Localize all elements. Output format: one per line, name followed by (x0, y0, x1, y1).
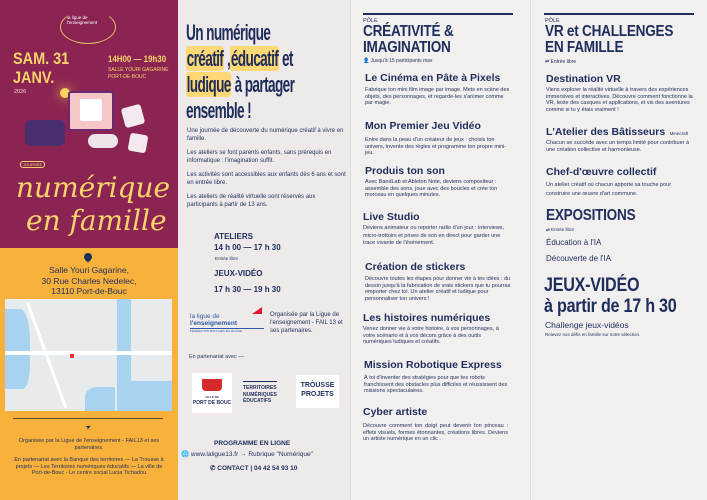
event-time: 14H00 — 19h30 (108, 54, 167, 64)
activity-desc: Venez donner vie à votre histoire, à vos personnages, à votre scénario et à vos décors grâce à des outils numériques ludiques et créatifs. (363, 326, 499, 346)
ateliers-label: ATELIERS (214, 232, 253, 241)
address: Salle Youri Gagarine, 30 Rue Charles Nedelec, 13110 Port-de-Bouc (41, 265, 137, 296)
activity-desc: À toi d'inventer des stratégies pour que tes robots franchissent des obstacles plus difficiles et réussissent des missions spectaculaires. (364, 375, 508, 395)
pole-creativite (350, 0, 530, 500)
paragraph: Les activités sont accessibles aux enfants dès 6 ans et sont en entrée libre. (187, 172, 346, 186)
globe-icon: 🌐 (181, 451, 190, 458)
paragraph: Les ateliers de réalité virtuelle sont réservés aux participants à partir de 13 ans. (187, 194, 316, 208)
activity-desc: Chacun se succède avec un temps limité pour contribuer à une création collective et harmonieuse. (546, 140, 690, 153)
illustration (25, 82, 165, 158)
activity-title: Création de stickers (365, 261, 466, 273)
activity-title: Chef-d'œuvre collectif (546, 166, 657, 178)
activity-desc: Entre dans la peau d'un créateur de jeux : choisis ton univers, invente des règles et programme ton propre mini-jeu. (365, 137, 507, 157)
info-panel (0, 248, 178, 500)
contact-line: ✆ CONTACT | 04 42 54 93 10 (210, 465, 298, 472)
partners-text: En partenariat avec la Banque des territoires — La Trousse à projets — Les Territoires numériques éducatifs — La ville de Port-de-Bouc - Le centre social Lucia Tichadou (14, 457, 164, 477)
activity-title: Mission Robotique Express (364, 359, 502, 371)
activity-title: Cyber artiste (363, 406, 428, 418)
phone-icon: ✆ (210, 465, 216, 472)
pole-vr (530, 0, 707, 500)
activity-title: Les histoires numériques (363, 312, 491, 324)
journee-label: JOURNÉE (20, 161, 45, 168)
poster-panel (0, 0, 178, 248)
entry-note: ⇄ Entrée libre (545, 59, 577, 65)
activity-heading: L'Atelier des Bâtisseurs Minecraft (546, 126, 689, 138)
pole-title: CRÉATIVITÉ & IMAGINATION (363, 23, 454, 56)
ligue-logo (60, 10, 116, 44)
paragraph: Une journée de découverte du numérique créatif à vivre en famille. (187, 128, 344, 142)
activity-title: Produis ton son (365, 165, 445, 177)
organised-text: Organisée par la Ligue de l'enseignement - FAIL13 et ses partenaires. (18, 438, 160, 451)
event-year: 2026 (14, 89, 27, 95)
ticket-icon: ⇄ (546, 227, 550, 232)
pole-label: PÔLE (363, 18, 378, 24)
website-line (181, 451, 313, 459)
divider (363, 13, 513, 15)
activity-title: Destination VR (546, 73, 621, 85)
ligue-logo: la ligue de l'enseignement FÉDÉRATION BOUCHES-DU-RHÔNE (190, 313, 264, 333)
paragraph: Les ateliers se font parents enfants, sans prérequis en informatique : l'imagination suffit. (187, 150, 332, 164)
event-venue: SALLE YOURI GAGARINE PORT-DE-BOUC (108, 67, 169, 80)
ateliers-time: 14 h 00 — 17 h 30 (214, 243, 281, 252)
jeux-time: 17 h 30 — 19 h 30 (214, 285, 281, 294)
location-pin-icon (82, 251, 93, 262)
dice-icon (128, 133, 149, 154)
partnership-label: En partenariat avec — (189, 354, 244, 360)
divider (13, 418, 163, 419)
activity-desc: Fabrique ton mini film image par image. Mets en scène des objets, des personnages, et regarde-les s'animer comme par magie. (365, 87, 510, 107)
logo-text: la ligue de l'enseignement (67, 15, 98, 25)
expo-note: ⇄ Entrée libre (546, 227, 575, 232)
pole-title: VR et CHALLENGES EN FAMILLE (545, 23, 674, 56)
gamepad-icon (88, 134, 118, 148)
activity-title: Mon Premier Jeu Vidéo (365, 120, 481, 132)
expo-item: Éducation à l'IA (546, 238, 602, 247)
expo-item: Découverte de l'IA (546, 254, 612, 263)
activity-desc: Deviens animateur ou reporter radio d'un jour : interviews, micro-trottoirs et prises de son en direct pour garder une trace vivante de l'événement. (363, 225, 505, 246)
port-de-bouc-logo: VILLE DE PORT DE BOUC (192, 373, 232, 413)
intro-panel (178, 0, 350, 500)
arrow-icon: → (240, 451, 247, 458)
activity-title: Live Studio (363, 211, 420, 223)
pole-label: PÔLE (545, 18, 560, 24)
challenge-title: Challenge jeux-vidéos (545, 320, 629, 330)
activity-title: Le Cinéma en Pâte à Pixels (365, 72, 501, 84)
participants-note: 👤 Jusqu'à 15 participants max (363, 58, 433, 64)
arrows-icon: ➤ (84, 423, 93, 433)
activity-desc: Viens explorer la réalité virtuelle à travers des expériences immersives et interactives. Découvre comment fonctionne la VR, teste des casques et applications, et vis des aventures comme si tu y étais vraiment ! (546, 87, 693, 113)
headline: Un numérique créatif ,éducatif et ludique à partager ensemble ! (186, 20, 295, 123)
dice-icon (121, 104, 145, 128)
tne-logo: TERRITOIRES NUMÉRIQUES ÉDUCATIFS (243, 381, 277, 405)
poster-title: numérique en famille (16, 171, 171, 237)
expositions-title: EXPOSITIONS (546, 207, 636, 224)
person-icon: 👤 (363, 58, 370, 64)
event-month: JANV. (13, 68, 55, 87)
map-marker (70, 354, 74, 358)
map[interactable] (5, 299, 172, 411)
computer-icon (68, 91, 114, 131)
rubrique-text: Rubrique "Numérique" (248, 451, 313, 458)
jeux-video-title: JEUX-VIDÉO à partir de 17 h 30 (544, 275, 677, 317)
activity-desc: Avec BandLab et Ableton Note, deviens compositeur : assemble des sons, joue avec des boucles et crée ton morceau en quelques minutes. (365, 179, 498, 199)
arrow-icon (252, 307, 262, 314)
website-link[interactable]: www.laligue13.fr (190, 451, 239, 458)
jeux-label: JEUX-VIDÉO (214, 269, 263, 278)
activity-desc: Découvre toutes les étapes pour donner vie à tes idées : du dessin jusqu'à la fabrication de vrais stickers que tu pourras emporter chez toi. Un atelier créatif et ludique pour personnaliser ton univers ! (365, 276, 511, 302)
camera-icon (25, 120, 65, 146)
intro-text (187, 128, 347, 209)
org-text: Organisée par la Ligue de l'enseignement - FAIL 13 et ses partenaires. (270, 312, 343, 334)
event-day: SAM. 31 (13, 49, 70, 68)
activity-desc: Un atelier créatif où chacun apporte sa touche pour construire une œuvre d'art commune. (546, 182, 672, 197)
trousse-logo: TRÒUSSE PROJETS (296, 375, 339, 408)
ticket-icon: ⇄ (545, 59, 550, 65)
programme-label: PROGRAMME EN LIGNE (214, 440, 291, 447)
ateliers-note: Entrée libre (215, 256, 239, 261)
divider (544, 13, 694, 15)
activity-desc: Découvre comment ton doigt peut devenir ton pinceau : effets visuels, formes étonnantes, créations libres. Deviens un artiste numérique en un clic . (363, 423, 508, 443)
challenge-desc: Relevez nos défis en famille sur notre sélection. (545, 332, 641, 337)
